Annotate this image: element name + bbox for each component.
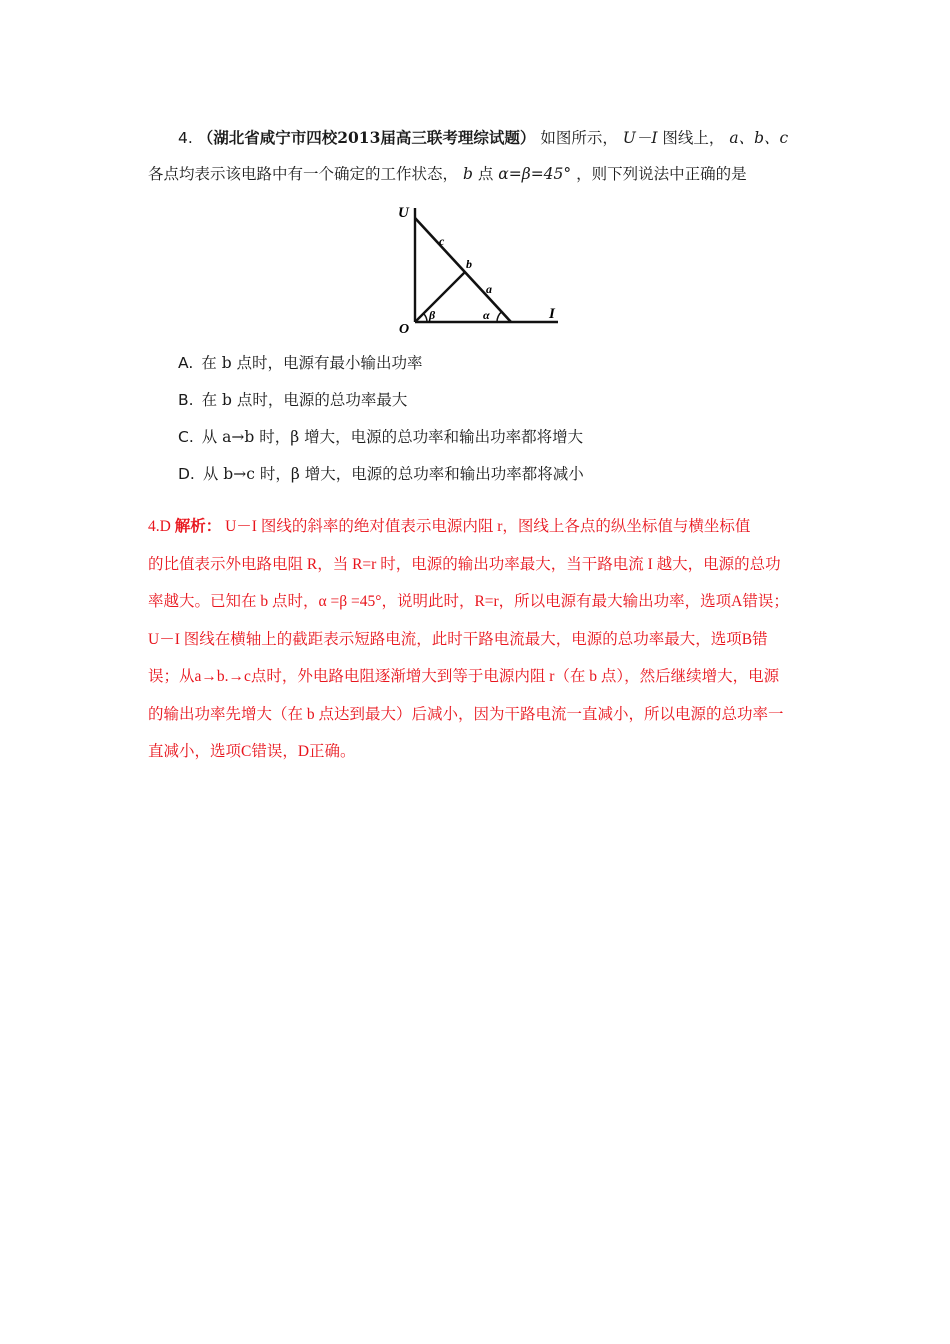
question-text-2c: ，则下列说法中正确的是 — [576, 165, 747, 183]
question-text-2b: 点 — [477, 165, 494, 183]
option-text: 从 b→c 时，β 增大，电源的总功率和输出功率都将减小 — [202, 465, 584, 483]
option-text: 在 b 点时，电源有最小输出功率 — [201, 354, 423, 372]
axis-i-label: I — [549, 306, 555, 322]
alpha-arc — [497, 312, 502, 322]
ui-graph-figure — [393, 200, 568, 335]
axis-u-label: U — [398, 205, 409, 221]
ui-graph-svg — [393, 200, 568, 335]
question-text-1a: 如图所示， — [540, 129, 618, 147]
question-angle: α=β=45° — [498, 165, 572, 183]
option-text: 在 b 点时，电源的总功率最大 — [201, 391, 408, 409]
option-letter: D. — [178, 465, 195, 483]
answer-block — [148, 508, 810, 771]
point-c-label: c — [439, 234, 445, 248]
option-text: 从 a→b 时，β 增大，电源的总功率和输出功率都将增大 — [201, 428, 584, 446]
beta-arc — [424, 314, 428, 323]
options-list — [178, 345, 778, 493]
answer-line: 的比值表示外电路电阻 R，当 R=r 时，电源的输出功率最大，当干路电流 I 越大，电源的总功 — [148, 555, 781, 573]
answer-line: 的输出功率先增大（在 b 点达到最大）后减小，因为干路电流一直减小，所以电源的总功率一 — [148, 705, 784, 723]
question-block — [148, 120, 808, 192]
question-text-1b: 图线上， — [662, 129, 725, 147]
option-d — [178, 456, 778, 493]
option-c — [178, 419, 778, 456]
origin-label: O — [399, 322, 410, 335]
point-a-label: a — [486, 282, 492, 296]
answer-line: U－I 图线在横轴上的截距表示短路电流，此时干路电流最大，电源的总功率最大，选项B错 — [148, 630, 768, 648]
answer-line: 误；从a→b.→c点时，外电路电阻逐渐增大到等于电源内阻 r（在 b 点），然后继续增大，电源 — [148, 668, 780, 685]
question-line-2 — [148, 156, 808, 192]
answer-line — [148, 508, 810, 546]
option-b — [178, 382, 778, 419]
op-line — [415, 272, 465, 322]
question-points: a、b、c — [729, 129, 789, 147]
question-ui-label: U－I — [622, 129, 658, 147]
option-letter: C. — [178, 428, 194, 446]
option-letter: A. — [178, 354, 194, 372]
question-point-b: b — [462, 165, 473, 183]
question-text-2a: 各点均表示该电路中有一个确定的工作状态， — [148, 165, 459, 183]
option-letter: B. — [178, 391, 194, 409]
answer-text: U－I 图线的斜率的绝对值表示电源内阻 r，图线上各点的纵坐标值与横坐标值 — [225, 518, 751, 535]
question-number: 4. — [178, 129, 193, 147]
alpha-label: α — [483, 308, 490, 322]
beta-label: β — [429, 308, 436, 322]
answer-line: 直减小，选项C错误，D正确。 — [148, 743, 356, 760]
point-b-label: b — [466, 257, 472, 271]
option-a — [178, 345, 778, 382]
question-line-1 — [148, 120, 808, 156]
answer-head: 解析： — [174, 518, 222, 535]
answer-line: 率越大。已知在 b 点时，α =β =45°，说明此时，R=r，所以电源有最大输出功率，选项A错误； — [148, 593, 789, 610]
question-source: （湖北省咸宁市四校2013届高三联考理综试题） — [197, 128, 536, 147]
answer-label: 4.D — [148, 518, 171, 535]
